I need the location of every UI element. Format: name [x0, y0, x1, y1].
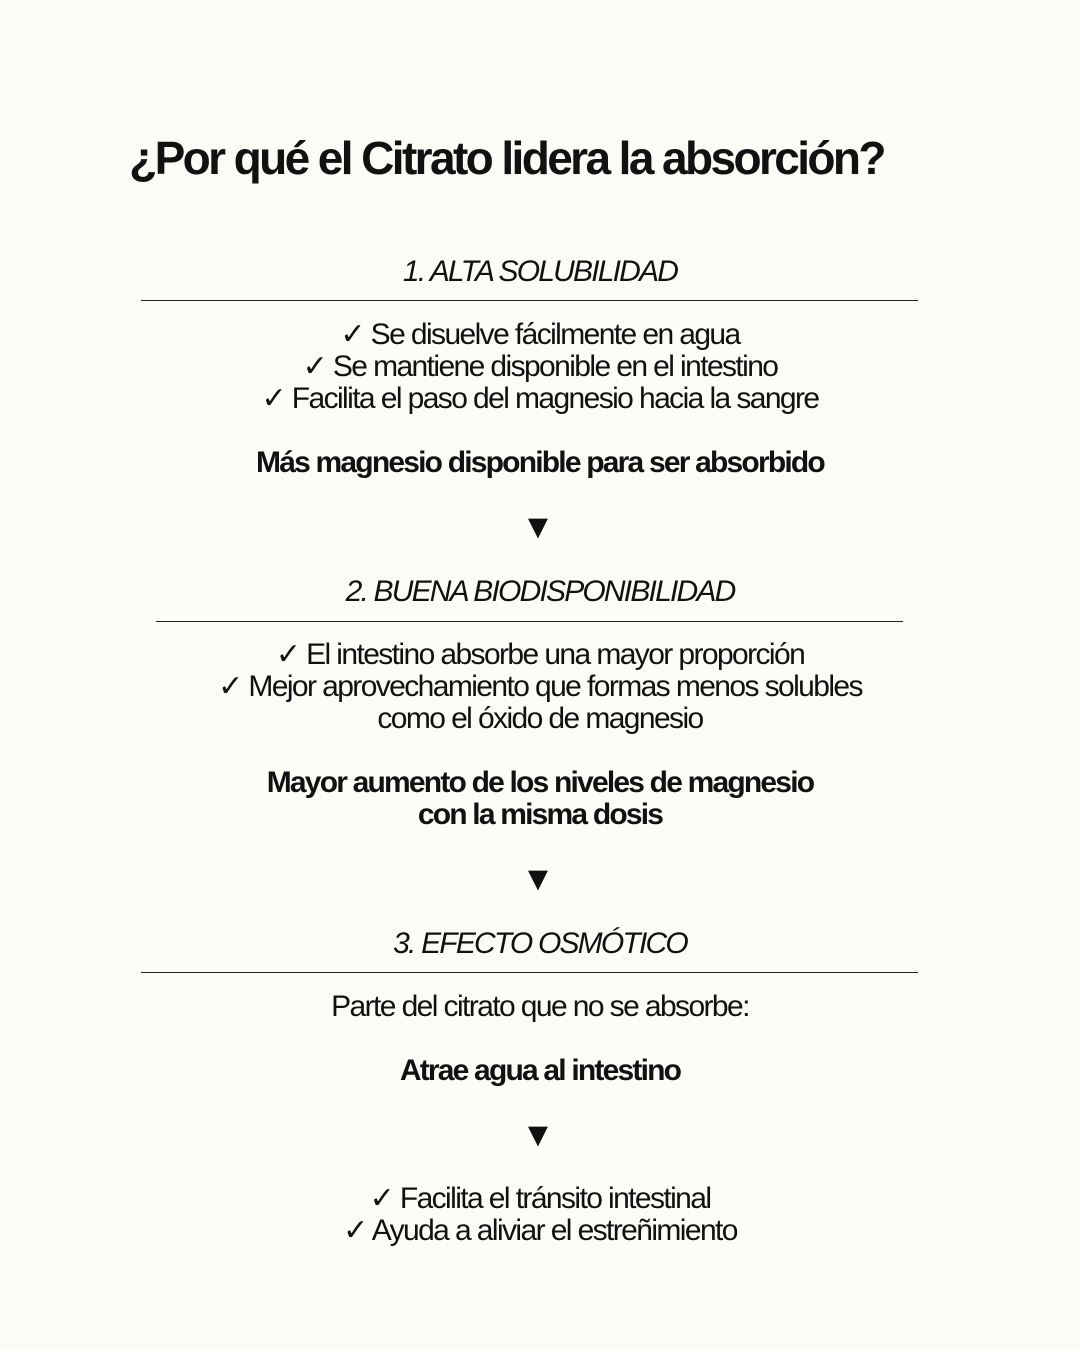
- section-1-bullet-list: [0, 319, 1080, 415]
- section-3-heading: 3. EFECTO OSMÓTICO: [393, 927, 687, 960]
- list-item: como el óxido de magnesio: [377, 702, 703, 735]
- section-1-highlight: [0, 447, 1080, 479]
- down-arrow-icon: ▼: [521, 860, 555, 898]
- down-arrow-icon: ▼: [521, 508, 555, 546]
- list-item: ✓ El intestino absorbe una mayor proporción: [275, 638, 805, 671]
- section-1-heading: 1. ALTA SOLUBILIDAD: [402, 255, 678, 288]
- down-arrow-icon: ▼: [521, 1116, 555, 1154]
- list-item: ✓ Se mantiene disponible en el intestino: [302, 350, 778, 383]
- list-item: ✓ Mejor aprovechamiento que formas menos solubles: [218, 670, 862, 703]
- highlight-line: con la misma dosis: [417, 798, 663, 831]
- section-3-intro: Parte del citrato que no se absorbe:: [331, 990, 749, 1023]
- section-3-result-list: [0, 1183, 1080, 1247]
- highlight-line: Mayor aumento de los niveles de magnesio: [266, 766, 814, 799]
- highlight-line: Más magnesio disponible para ser absorbido: [256, 446, 824, 479]
- section-2-divider: [156, 621, 903, 622]
- section-1-divider: [141, 300, 918, 301]
- highlight-line: Atrae agua al intestino: [399, 1054, 681, 1087]
- section-2-highlight: [0, 767, 1080, 831]
- section-3-divider: [141, 972, 918, 973]
- page-title: ¿Por qué el Citrato lidera la absorción?: [129, 132, 884, 184]
- section-3-highlight: [0, 1055, 1080, 1087]
- list-item: ✓ Se disuelve fácilmente en agua: [340, 318, 740, 351]
- list-item: ✓ Facilita el paso del magnesio hacia la sangre: [261, 382, 819, 415]
- section-2-heading: 2. BUENA BIODISPONIBILIDAD: [345, 575, 735, 608]
- section-2-bullet-list: [0, 639, 1080, 735]
- list-item: ✓ Ayuda a aliviar el estreñimiento: [343, 1214, 737, 1247]
- list-item: ✓ Facilita el tránsito intestinal: [369, 1182, 711, 1215]
